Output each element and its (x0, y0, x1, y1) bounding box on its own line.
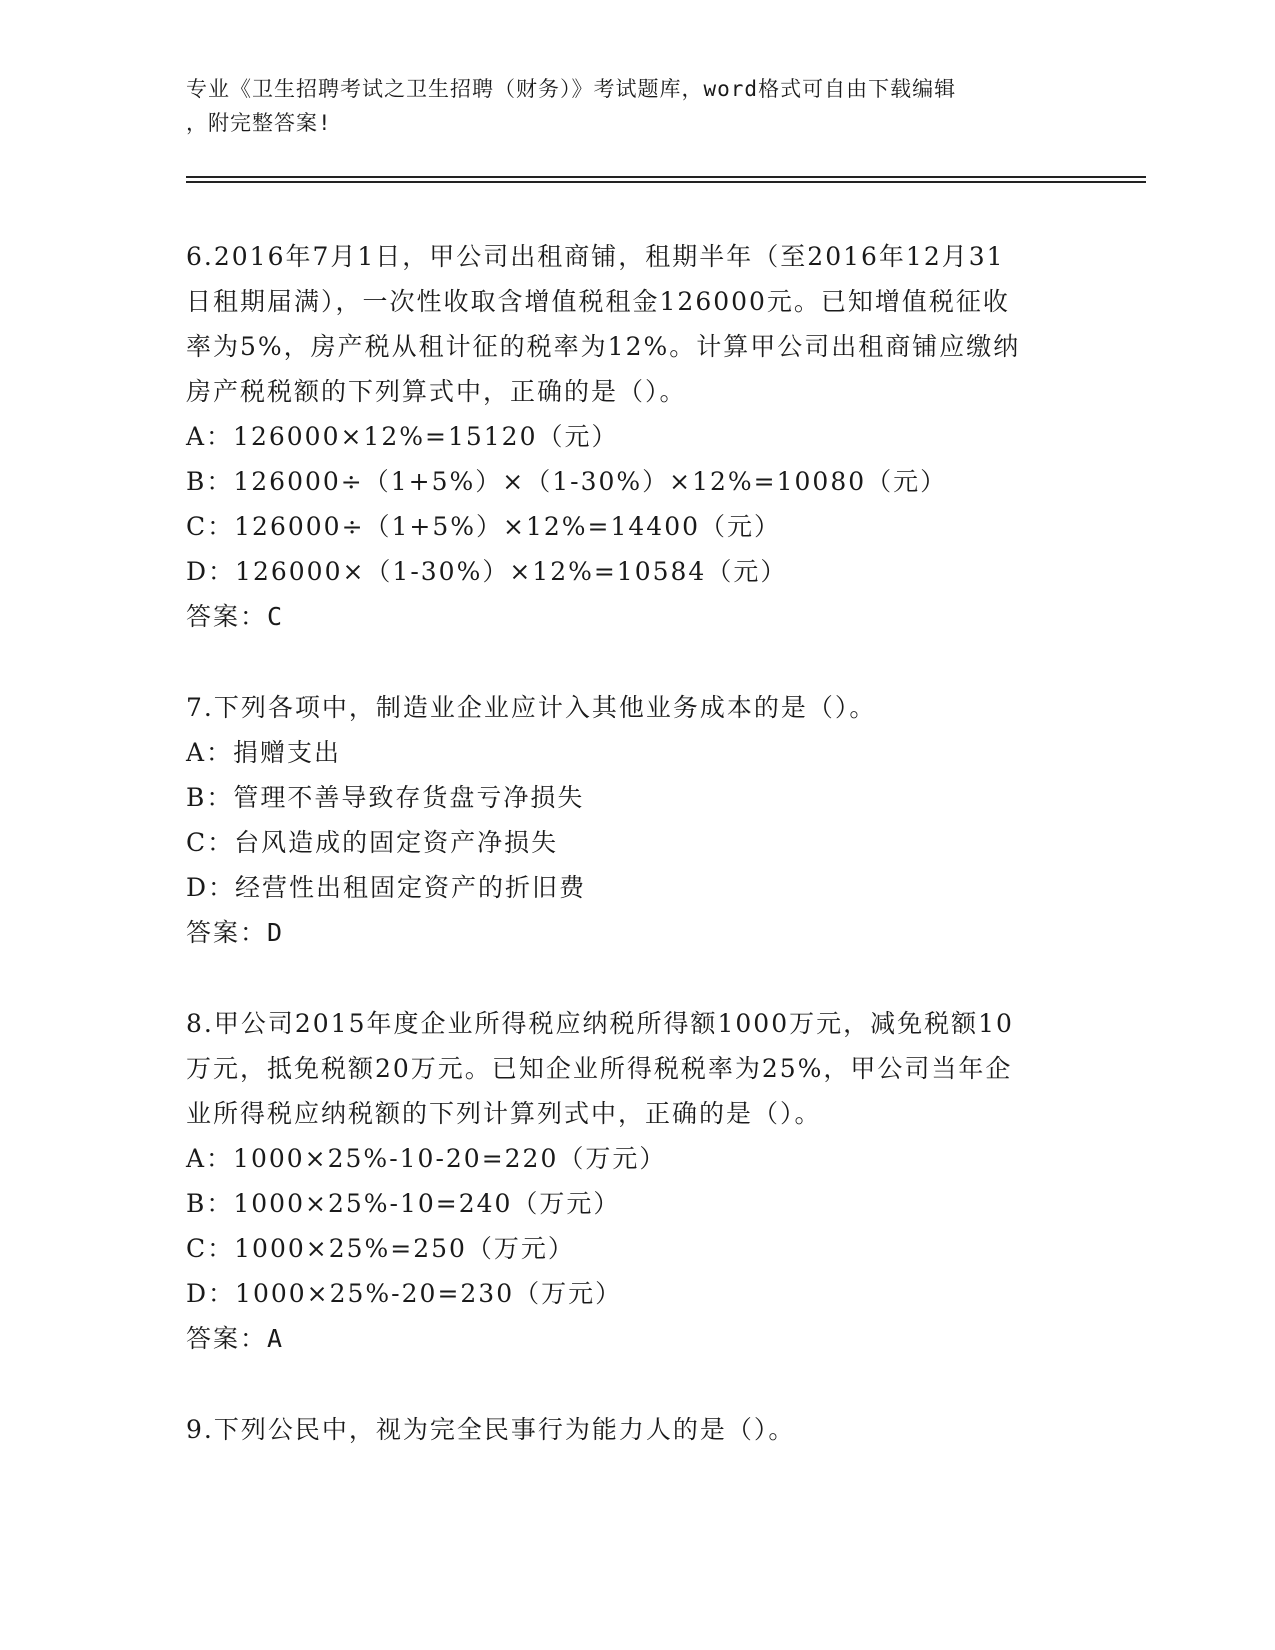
question-text-line: 7.下列各项中，制造业企业应计入其他业务成本的是（）。 (186, 693, 877, 722)
header-line-1: 专业《卫生招聘考试之卫生招聘（财务）》考试题库，word格式可自由下载编辑 (186, 77, 957, 101)
option-b: B：1000×25%-10=240（万元） (186, 1189, 621, 1218)
option-a: A：126000×12%=15120（元） (186, 422, 619, 451)
document-header (186, 72, 1066, 140)
option-d: D：126000×（1-30%）×12%=10584（元） (186, 557, 788, 586)
answer-label: 答案：A (186, 1324, 285, 1353)
answer-label: 答案：D (186, 918, 285, 947)
question-text-line: 万元，抵免税额20万元。已知企业所得税税率为25%，甲公司当年企 (186, 1054, 1013, 1083)
question-8 (186, 1001, 1086, 1361)
question-text-line: 6.2016年7月1日，甲公司出租商铺，租期半年（至2016年12月31 (186, 242, 1005, 271)
question-6 (186, 234, 1086, 639)
question-list (186, 234, 1086, 1498)
header-divider-top (186, 176, 1146, 178)
question-text-line: 9.下列公民中，视为完全民事行为能力人的是（）。 (186, 1415, 796, 1444)
option-d: D：经营性出租固定资产的折旧费 (186, 873, 587, 902)
option-a: A：1000×25%-10-20=220（万元） (186, 1144, 667, 1173)
question-text-line: 日租期届满），一次性收取含增值税租金126000元。已知增值税征收 (186, 287, 1010, 316)
option-c: C：1000×25%=250（万元） (186, 1234, 575, 1263)
answer-label: 答案：C (186, 602, 285, 631)
question-text-line: 8.甲公司2015年度企业所得税应纳税所得额1000万元，减免税额10 (186, 1009, 1014, 1038)
option-b: B：126000÷（1+5%）×（1-30%）×12%=10080（元） (186, 467, 948, 496)
option-a: A：捐赠支出 (186, 738, 342, 767)
header-line-2: ，附完整答案! (186, 111, 332, 135)
option-c: C：126000÷（1+5%）×12%=14400（元） (186, 512, 782, 541)
option-b: B：管理不善导致存货盘亏净损失 (186, 783, 585, 812)
question-text-line: 率为5%，房产税从租计征的税率为12%。计算甲公司出租商铺应缴纳 (186, 332, 1021, 361)
question-7 (186, 685, 1086, 955)
header-divider-bottom (186, 181, 1146, 183)
option-d: D：1000×25%-20=230（万元） (186, 1279, 623, 1308)
question-9 (186, 1407, 1086, 1452)
question-text-line: 业所得税应纳税额的下列计算列式中，正确的是（）。 (186, 1099, 822, 1128)
question-text-line: 房产税税额的下列算式中，正确的是（）。 (186, 377, 687, 406)
option-c: C：台风造成的固定资产净损失 (186, 828, 559, 857)
